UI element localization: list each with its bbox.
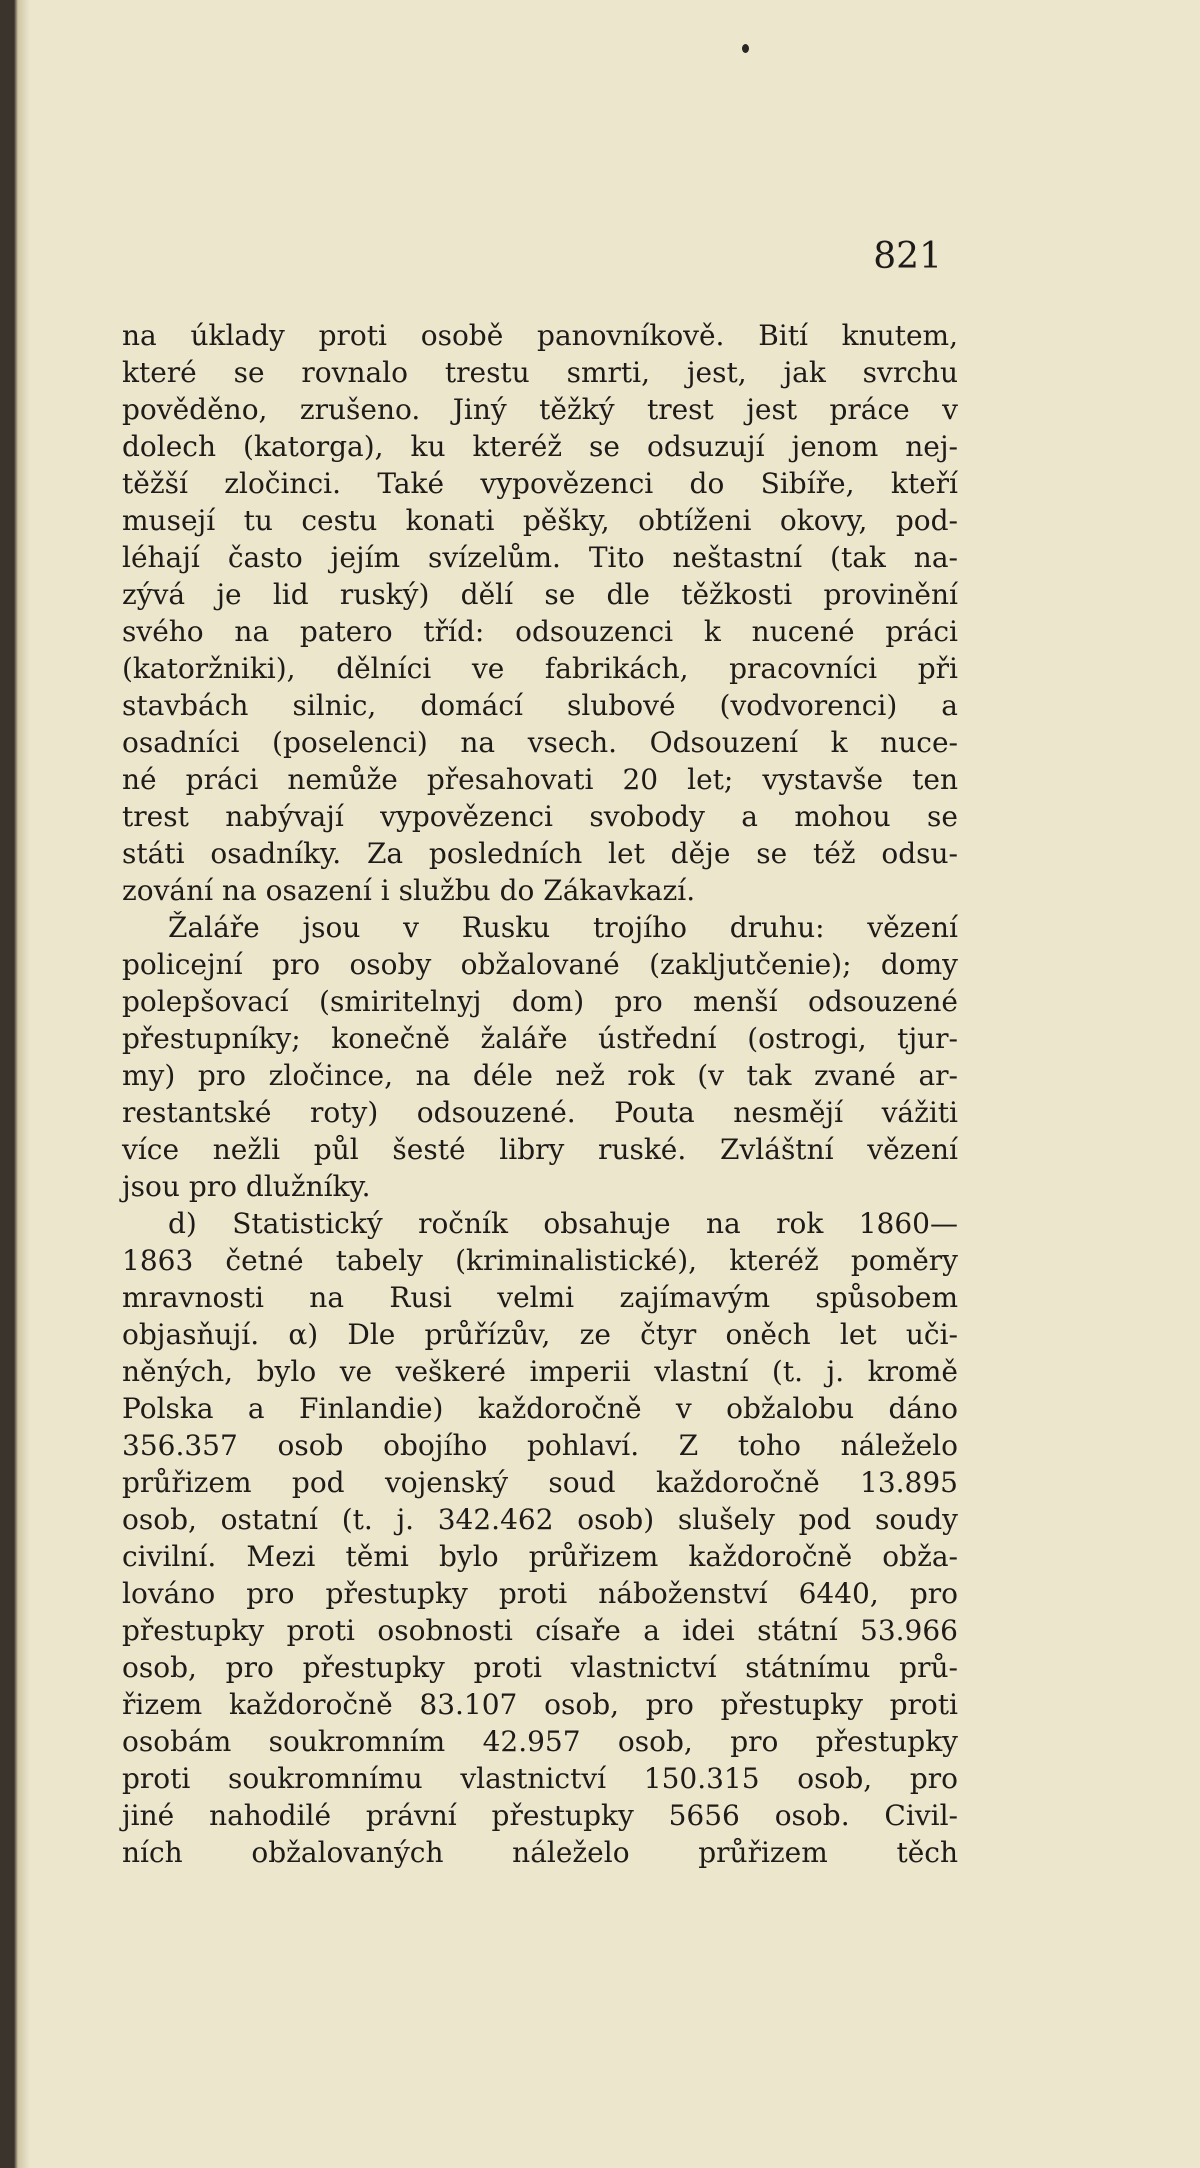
text-line: lováno pro přestupky proti náboženství 6440, pro [122,1577,958,1610]
text-line: zování na osazení i službu do Zákavkazí. [122,874,696,907]
text-line: osobám soukromním 42.957 osob, pro přestupky [122,1725,958,1758]
text-line: d) Statistický ročník obsahuje na rok 1860— [168,1207,958,1240]
text-line: přestupníky; konečně žaláře ústřední (ostrogi, tjur- [122,1022,958,1055]
text-line: pověděno, zrušeno. Jiný těžký trest jest práce v [122,393,958,426]
text-line: dolech (katorga), ku kteréž se odsuzují jenom nej- [122,430,958,463]
text-line: polepšovací (smiritelnyj dom) pro menší odsouzené [122,985,958,1018]
text-line: Polska a Finlandie) každoročně v obžalobu dáno [122,1392,958,1425]
text-line: 356.357 osob obojího pohlaví. Z toho náleželo [122,1429,958,1462]
text-line: (katoržniki), dělníci ve fabrikách, pracovníci při [122,652,958,685]
text-line: restantské roty) odsouzené. Pouta nesmějí vážiti [122,1096,958,1129]
text-line: né práci nemůže přesahovati 20 let; vystavše ten [122,763,958,796]
text-line: těžší zločinci. Také vypovězenci do Sibíře, kteří [122,467,958,500]
text-line: svého na patero tříd: odsouzenci k nucené práci [122,615,958,648]
text-line: objasňují. α) Dle průřízův, ze čtyr oněch let uči- [122,1318,958,1351]
text-line: musejí tu cestu konati pěšky, obtíženi okovy, pod- [122,504,958,537]
text-line: Žaláře jsou v Rusku trojího druhu: vězení [168,911,958,944]
text-line: které se rovnalo trestu smrti, jest, jak svrchu [122,356,958,389]
text-line: osob, pro přestupky proti vlastnictví státnímu prů- [122,1651,958,1684]
text-line: přestupky proti osobnosti císaře a idei státní 53.966 [122,1614,958,1647]
text-line: státi osadníky. Za posledních let děje se též odsu- [122,837,958,870]
body-text [122,316,958,1876]
text-line: zývá je lid ruský) dělí se dle těžkosti provinění [122,578,958,611]
text-line: ních obžalovaných náleželo průřizem těch [122,1836,958,1869]
text-line: mravnosti na Rusi velmi zajímavým spůsobem [122,1281,958,1314]
text-line: civilní. Mezi těmi bylo průřizem každoročně obža- [122,1540,958,1573]
text-line: proti soukromnímu vlastnictví 150.315 osob, pro [122,1762,958,1795]
text-line: policejní pro osoby obžalované (zakljutčenie); domy [122,948,958,981]
text-line: jsou pro dlužníky. [122,1170,371,1203]
page-number: 821 [873,236,942,277]
text-line: 1863 četné tabely (kriminalistické), kteréž poměry [122,1244,958,1277]
ink-speck [742,44,749,53]
text-line: více nežli půl šesté libry ruské. Zvláštní vězení [122,1133,958,1166]
text-line: osob, ostatní (t. j. 342.462 osob) slušely pod soudy [122,1503,958,1536]
binding-edge [0,0,30,2168]
text-line: my) pro zločince, na déle než rok (v tak zvané ar- [122,1059,958,1092]
text-line: stavbách silnic, domácí slubové (vodvorenci) a [122,689,958,722]
text-line: průřizem pod vojenský soud každoročně 13.895 [122,1466,958,1499]
text-line: léhají často jejím svízelům. Tito neštastní (tak na- [122,541,958,574]
text-line: na úklady proti osobě panovníkově. Bití knutem, [122,319,958,352]
text-line: něných, bylo ve veškeré imperii vlastní (t. j. kromě [122,1355,958,1388]
text-line: řizem každoročně 83.107 osob, pro přestupky proti [122,1688,958,1721]
text-line: osadníci (poselenci) na vsech. Odsouzení k nuce- [122,726,958,759]
text-line: trest nabývají vypovězenci svobody a mohou se [122,800,958,833]
text-line: jiné nahodilé právní přestupky 5656 osob. Civil- [122,1799,958,1832]
